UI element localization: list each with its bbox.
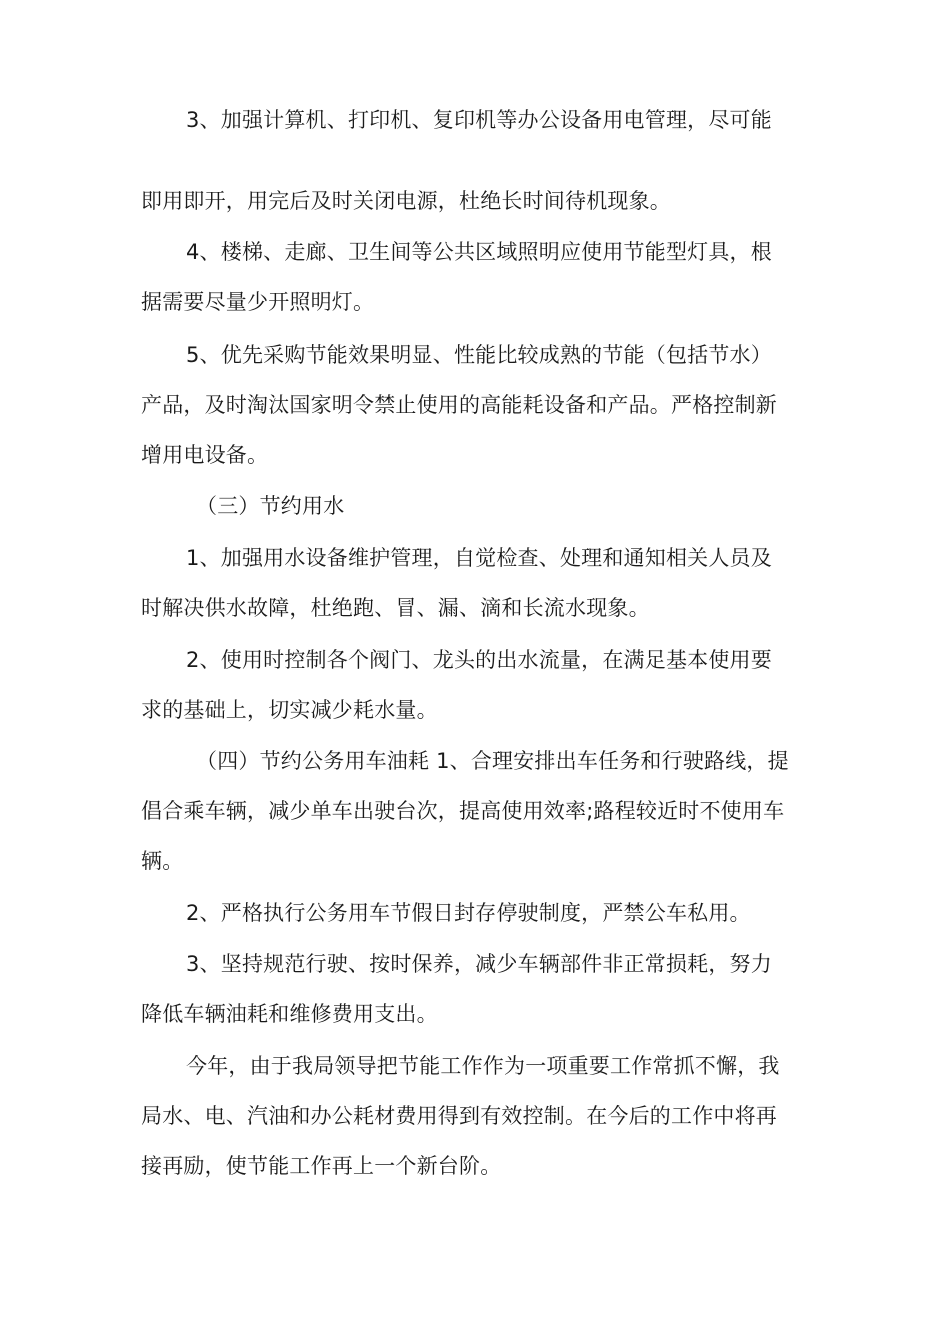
paragraph-line: 局水、电、汽油和办公耗材费用得到有效控制。在今后的工作中将再 xyxy=(141,1104,777,1128)
paragraph-line: 今年，由于我局领导把节能工作作为一项重要工作常抓不懈，我 xyxy=(186,1054,780,1078)
paragraph-line: 接再励，使节能工作再上一个新台阶。 xyxy=(141,1154,502,1178)
paragraph-line: 4、楼梯、走廊、卫生间等公共区域照明应使用节能型灯具，根 xyxy=(186,240,772,264)
section-heading: （四）节约公务用车油耗 1、合理安排出车任务和行驶路线，提 xyxy=(196,749,789,773)
paragraph-line: 辆。 xyxy=(141,849,184,873)
paragraph-line: 据需要尽量少开照明灯。 xyxy=(141,290,375,314)
section-heading: （三）节约用水 xyxy=(196,494,345,518)
paragraph-line: 1、加强用水设备维护管理，自觉检查、处理和通知相关人员及 xyxy=(186,546,772,570)
paragraph-line: 求的基础上，切实减少耗水量。 xyxy=(141,698,438,722)
paragraph-line: 倡合乘车辆，减少单车出驶台次，提高使用效率;路程较近时不使用车 xyxy=(141,799,785,823)
paragraph-line: 2、严格执行公务用车节假日封存停驶制度，严禁公车私用。 xyxy=(186,901,751,925)
paragraph-line: 时解决供水故障，杜绝跑、冒、漏、滴和长流水现象。 xyxy=(141,596,650,620)
paragraph-line: 降低车辆油耗和维修费用支出。 xyxy=(141,1002,438,1026)
paragraph-line: 5、优先采购节能效果明显、性能比较成熟的节能（包括节水） xyxy=(186,343,772,367)
paragraph-line: 3、加强计算机、打印机、复印机等办公设备用电管理，尽可能 xyxy=(186,108,772,132)
paragraph-line: 即用即开，用完后及时关闭电源，杜绝长时间待机现象。 xyxy=(141,189,671,213)
paragraph-line: 3、坚持规范行驶、按时保养，减少车辆部件非正常损耗，努力 xyxy=(186,952,772,976)
paragraph-line: 2、使用时控制各个阀门、龙头的出水流量，在满足基本使用要 xyxy=(186,648,772,672)
paragraph-line: 增用电设备。 xyxy=(141,443,269,467)
paragraph-line: 产品，及时淘汰国家明令禁止使用的高能耗设备和产品。严格控制新 xyxy=(141,393,777,417)
